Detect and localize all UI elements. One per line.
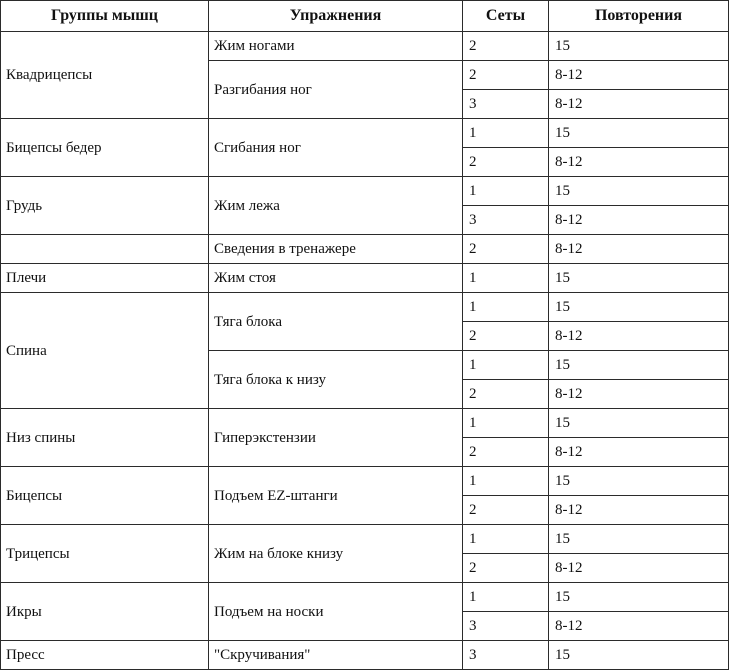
- sets-cell: 1: [463, 467, 549, 496]
- reps-cell: 8-12: [549, 206, 729, 235]
- muscle-group-cell: [1, 235, 209, 264]
- reps-cell: 15: [549, 525, 729, 554]
- sets-cell: 1: [463, 409, 549, 438]
- reps-cell: 8-12: [549, 322, 729, 351]
- table-row: [1, 264, 729, 293]
- exercise-cell: Тяга блока к низу: [209, 351, 463, 409]
- reps-cell: 15: [549, 264, 729, 293]
- sets-cell: 1: [463, 264, 549, 293]
- exercise-cell: Подъем EZ-штанги: [209, 467, 463, 525]
- reps-cell: 15: [549, 467, 729, 496]
- reps-cell: 8-12: [549, 496, 729, 525]
- header-reps: Повторения: [549, 1, 729, 32]
- exercise-cell: "Скручивания": [209, 641, 463, 670]
- sets-cell: 1: [463, 293, 549, 322]
- table-row: [1, 293, 729, 322]
- muscle-group-cell: Икры: [1, 583, 209, 641]
- exercise-cell: Сгибания ног: [209, 119, 463, 177]
- header-exercises: Упражнения: [209, 1, 463, 32]
- header-muscle-groups: Группы мышц: [1, 1, 209, 32]
- reps-cell: 15: [549, 641, 729, 670]
- muscle-group-cell: Спина: [1, 293, 209, 409]
- reps-cell: 15: [549, 351, 729, 380]
- reps-cell: 8-12: [549, 554, 729, 583]
- sets-cell: 1: [463, 525, 549, 554]
- sets-cell: 2: [463, 554, 549, 583]
- reps-cell: 8-12: [549, 235, 729, 264]
- sets-cell: 2: [463, 322, 549, 351]
- sets-cell: 2: [463, 32, 549, 61]
- sets-cell: 2: [463, 61, 549, 90]
- reps-cell: 15: [549, 119, 729, 148]
- exercise-cell: Подъем на носки: [209, 583, 463, 641]
- header-sets: Сеты: [463, 1, 549, 32]
- exercise-cell: Разгибания ног: [209, 61, 463, 119]
- exercise-cell: Жим стоя: [209, 264, 463, 293]
- table-row: [1, 32, 729, 61]
- exercise-cell: Тяга блока: [209, 293, 463, 351]
- muscle-group-cell: Бицепсы бедер: [1, 119, 209, 177]
- exercise-cell: Гиперэкстензии: [209, 409, 463, 467]
- reps-cell: 8-12: [549, 612, 729, 641]
- reps-cell: 8-12: [549, 380, 729, 409]
- exercise-cell: Жим лежа: [209, 177, 463, 235]
- table-row: [1, 583, 729, 612]
- reps-cell: 8-12: [549, 61, 729, 90]
- reps-cell: 15: [549, 409, 729, 438]
- sets-cell: 1: [463, 177, 549, 206]
- exercise-cell: Сведения в тренажере: [209, 235, 463, 264]
- table-row: [1, 525, 729, 554]
- sets-cell: 3: [463, 90, 549, 119]
- table-row: [1, 119, 729, 148]
- table-row: [1, 641, 729, 670]
- muscle-group-cell: Плечи: [1, 264, 209, 293]
- reps-cell: 8-12: [549, 438, 729, 467]
- sets-cell: 3: [463, 612, 549, 641]
- reps-cell: 15: [549, 32, 729, 61]
- reps-cell: 15: [549, 177, 729, 206]
- muscle-group-cell: Пресс: [1, 641, 209, 670]
- muscle-group-cell: Квадрицепсы: [1, 32, 209, 119]
- table-row: [1, 409, 729, 438]
- muscle-group-cell: Низ спины: [1, 409, 209, 467]
- sets-cell: 1: [463, 351, 549, 380]
- muscle-group-cell: Трицепсы: [1, 525, 209, 583]
- muscle-group-cell: Грудь: [1, 177, 209, 235]
- sets-cell: 3: [463, 206, 549, 235]
- sets-cell: 2: [463, 380, 549, 409]
- sets-cell: 1: [463, 583, 549, 612]
- reps-cell: 8-12: [549, 90, 729, 119]
- reps-cell: 15: [549, 293, 729, 322]
- muscle-group-cell: Бицепсы: [1, 467, 209, 525]
- reps-cell: 15: [549, 583, 729, 612]
- exercise-cell: Жим на блоке книзу: [209, 525, 463, 583]
- sets-cell: 2: [463, 148, 549, 177]
- exercise-cell: Жим ногами: [209, 32, 463, 61]
- reps-cell: 8-12: [549, 148, 729, 177]
- table-row: [1, 235, 729, 264]
- sets-cell: 3: [463, 641, 549, 670]
- header-row: [1, 1, 729, 32]
- sets-cell: 2: [463, 235, 549, 264]
- sets-cell: 1: [463, 119, 549, 148]
- table-row: [1, 177, 729, 206]
- sets-cell: 2: [463, 496, 549, 525]
- sets-cell: 2: [463, 438, 549, 467]
- table-row: [1, 467, 729, 496]
